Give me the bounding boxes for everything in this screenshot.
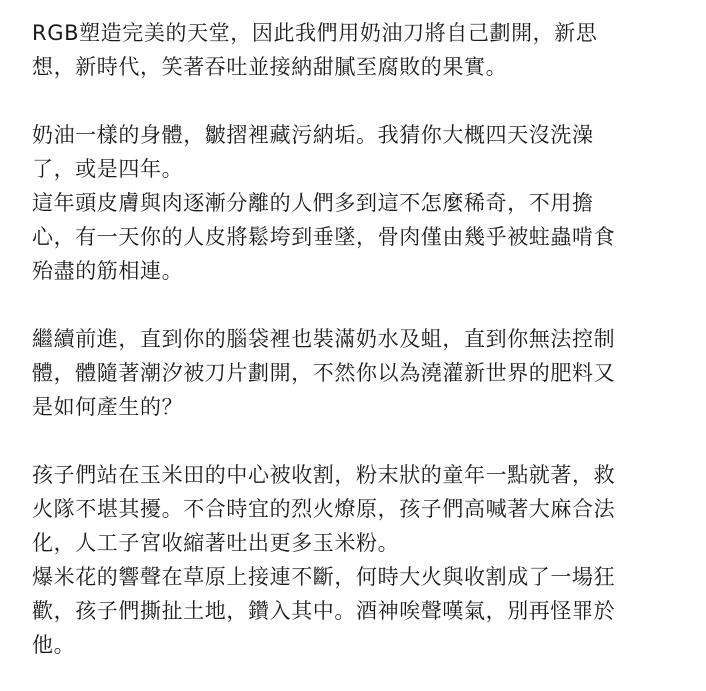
paragraph-3 (32, 186, 674, 288)
text-line: 這年頭皮膚與肉逐漸分離的人們多到這不怎麼稀奇，不用擔 (32, 191, 594, 215)
text-line: 想，新時代，笑著吞吐並接納甜膩至腐敗的果實。 (32, 55, 508, 79)
text-line: 是如何產生的？ (32, 395, 184, 419)
paragraph-6 (32, 560, 674, 662)
text-line: 殆盡的筋相連。 (32, 259, 184, 283)
paragraph-1 (32, 16, 674, 84)
text-line: 心，有一天你的人皮將鬆垮到垂墜，骨肉僅由幾乎被蛀蟲啃食 (32, 225, 616, 249)
text-line: RGB塑造完美的天堂，因此我們用奶油刀將自己劃開，新思 (32, 21, 598, 45)
text-line: 了，或是四年。 (32, 157, 184, 181)
text-line: 奶油一樣的身體，皺摺裡藏污納垢。我猜你大概四天沒洗澡 (32, 123, 594, 147)
text-line: 他。 (32, 633, 76, 657)
paragraph-4 (32, 322, 674, 424)
paragraph-2 (32, 118, 674, 186)
text-line: 體，體隨著潮汐被刀片劃開，不然你以為澆灌新世界的肥料又 (32, 361, 616, 385)
text-line: 火隊不堪其擾。不合時宜的烈火燎原，孩子們高喊著大麻合法 (32, 497, 616, 521)
text-line: 繼續前進，直到你的腦袋裡也裝滿奶水及蛆，直到你無法控制 (32, 327, 616, 351)
text-line: 孩子們站在玉米田的中心被收割，粉末狀的童年一點就著，救 (32, 463, 616, 487)
text-line: 歡，孩子們撕扯土地，鑽入其中。酒神唉聲嘆氣，別再怪罪於 (32, 599, 616, 623)
text-line: 爆米花的響聲在草原上接連不斷，何時大火與收割成了一場狂 (32, 565, 616, 589)
text-line: 化，人工子宮收縮著吐出更多玉米粉。 (32, 531, 400, 555)
paragraph-5 (32, 458, 674, 560)
